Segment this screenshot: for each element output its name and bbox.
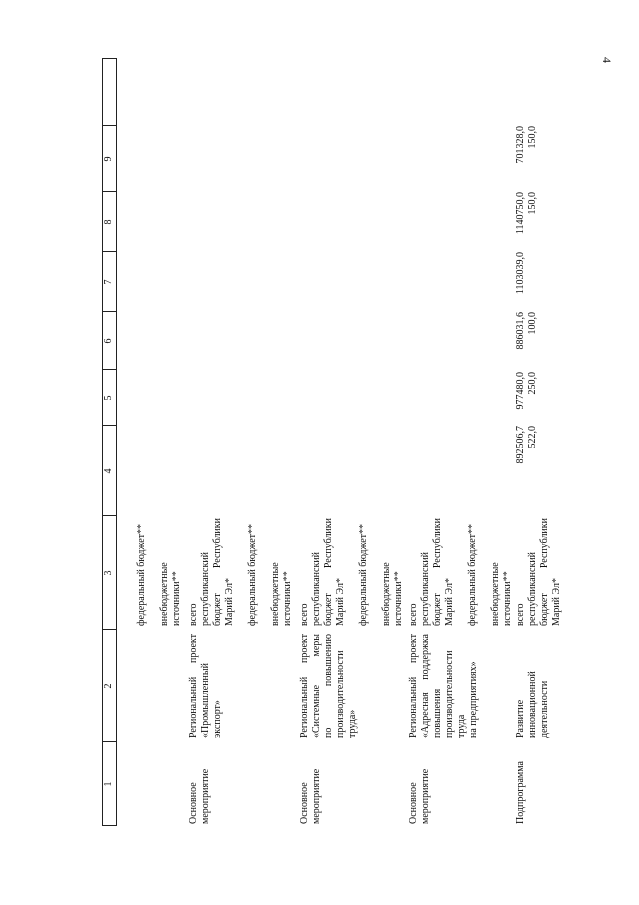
header-col-4: 4 — [103, 468, 114, 474]
row-4-name-word: инновационной — [527, 671, 538, 738]
row-1-name — [188, 634, 224, 738]
row-3-name-word: Региональный — [408, 676, 419, 738]
row-1-source-federal: федеральный бюджет** — [247, 523, 258, 626]
row-4-source-total: всего — [515, 603, 526, 626]
row-4-total-col6: 886031,6 — [515, 312, 526, 350]
row-2-name-word: повышению — [323, 634, 334, 687]
row-4-rep-col6: 100,0 — [527, 312, 538, 335]
row-4-name — [515, 634, 551, 738]
row-2-source-extra: источники** — [393, 571, 404, 626]
row-3-name-word: производительности — [444, 650, 455, 738]
row-2-name-word: «Системные — [311, 684, 322, 738]
row-2-source-rep: республиканский — [311, 551, 322, 626]
col-separator — [102, 58, 116, 59]
header-col-5: 5 — [103, 395, 114, 401]
row-2-name-word: проект — [299, 634, 310, 664]
row-2-name-line: производительности труда» — [335, 650, 358, 738]
row-1-source-extra: внебюджетные — [270, 562, 281, 626]
row-4-total-col7: 1103039,0 — [515, 252, 526, 295]
row-2-source-total: всего — [299, 603, 310, 626]
header-col-2: 2 — [103, 683, 114, 689]
row-4-source-rep: Марий Эл* — [551, 578, 562, 626]
row-3-name-line: на предприятиях» — [468, 661, 479, 738]
header-col-3: 3 — [103, 570, 114, 576]
row-2-source-rep: Марий Эл* — [335, 578, 346, 626]
row-3-source-extra: источники** — [502, 571, 513, 626]
row-1-type: Основное мероприятие — [188, 768, 211, 824]
header-col-1: 1 — [103, 781, 114, 787]
header-col-9: 9 — [103, 156, 114, 162]
row-1-source-extra: источники** — [282, 571, 293, 626]
row-3-source-federal: федеральный бюджет** — [467, 523, 478, 626]
row-3-source-rep: Марий Эл* — [444, 578, 455, 626]
row-4-rep-col4: 522,0 — [527, 426, 538, 449]
source-extra-line2: источники** — [171, 571, 182, 626]
row-4-name-line: деятельности — [539, 680, 550, 738]
continuation-sources — [136, 516, 183, 626]
row-4-source-rep-word: бюджет — [539, 593, 550, 626]
row-1-source-rep: республиканский — [200, 551, 211, 626]
row-4-source-rep-word: Республики — [539, 518, 550, 569]
row-3-source-rep-word: Республики — [432, 518, 443, 569]
row-2-name-word: по — [323, 727, 334, 738]
row-4-type: Подпрограмма — [515, 761, 526, 824]
row-1-source-rep-word: бюджет — [212, 593, 223, 626]
row-2-source-rep-word: бюджет — [323, 593, 334, 626]
row-2-source-rep-word: Республики — [323, 518, 334, 569]
row-3-name — [408, 634, 480, 738]
row-3-source-rep: республиканский — [420, 551, 431, 626]
row-2-name — [299, 634, 359, 738]
row-4-rep-col8: 150,0 — [527, 192, 538, 215]
row-4-name-word: Развитие — [515, 699, 526, 738]
row-1-sources — [188, 518, 294, 626]
row-4-total-col9: 701328,0 — [515, 126, 526, 164]
row-4-source-rep: республиканский — [527, 551, 538, 626]
header-col-8: 8 — [103, 219, 114, 225]
row-3-source-extra: внебюджетные — [490, 562, 501, 626]
row-3-name-word: труда — [456, 714, 467, 738]
row-4-rep-col9: 150,0 — [527, 126, 538, 149]
header-col-6: 6 — [103, 338, 114, 344]
row-2-sources — [299, 518, 405, 626]
row-1-name-word: Региональный — [188, 676, 199, 738]
source-federal: федеральный бюджет** — [136, 523, 147, 626]
source-extra-line1: внебюджетные — [159, 562, 170, 626]
rotated-table — [102, 58, 562, 826]
row-4-total-col8: 1140750,0 — [515, 192, 526, 235]
row-4-total-col5: 977480,0 — [515, 372, 526, 410]
row-1-name-line: «Промышленный экспорт» — [200, 663, 223, 738]
table-header-rule — [116, 58, 117, 826]
row-3-type: Основное мероприятие — [408, 768, 431, 824]
row-3-source-rep-word: бюджет — [432, 593, 443, 626]
row-2-source-extra: внебюджетные — [381, 562, 392, 626]
row-1-name-word: проект — [188, 634, 199, 664]
row-3-name-word: «Адресная — [420, 692, 431, 738]
row-3-source-total: всего — [408, 603, 419, 626]
page-number: 4 — [600, 57, 614, 63]
header-col-7: 7 — [103, 279, 114, 285]
row-2-type: Основное мероприятие — [299, 768, 322, 824]
row-2-name-word: меры — [311, 634, 322, 657]
row-2-source-federal: федеральный бюджет** — [358, 523, 369, 626]
row-2-name-word: Региональный — [299, 676, 310, 738]
row-4-total-col4: 892506,7 — [515, 426, 526, 464]
row-3-name-word: поддержка — [420, 634, 431, 680]
row-4-rep-col5: 250,0 — [527, 372, 538, 395]
row-3-name-line: повышения — [432, 688, 443, 738]
row-4-sources — [515, 518, 563, 626]
row-3-sources — [408, 518, 514, 626]
row-3-name-word: проект — [408, 634, 419, 664]
row-1-source-rep: Марий Эл* — [224, 578, 235, 626]
row-1-source-total: всего — [188, 603, 199, 626]
row-1-source-rep-word: Республики — [212, 518, 223, 569]
